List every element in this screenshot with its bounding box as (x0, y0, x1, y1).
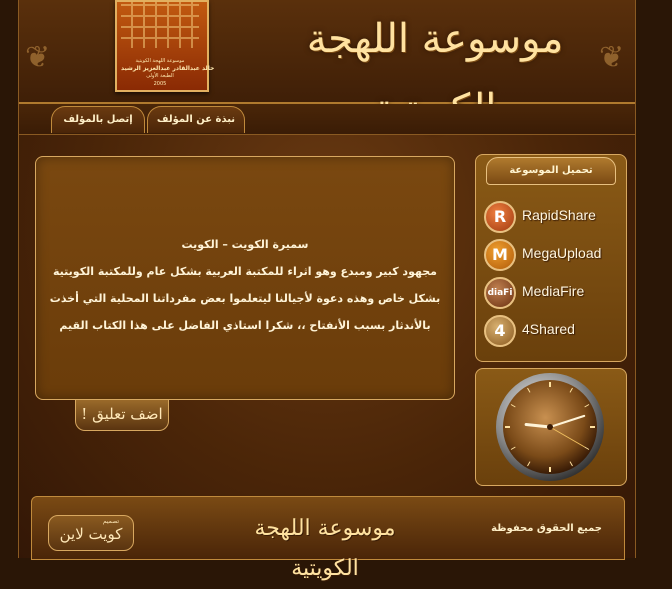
comment-line-3: بالأندثار بسبب الأنفتاح ،، شكرا استاذي الفاضل على هذا الكتاب القيم (59, 319, 431, 332)
designer-badge[interactable] (48, 515, 134, 551)
designer-name: كويت لاين (59, 525, 123, 543)
page-container (18, 0, 636, 581)
comment-line-1: مجهود كبير ومبدع وهو اثراء للمكتبة العربية بشكل عام وللمكتبة الكويتية (53, 265, 437, 278)
megaupload-icon: M (484, 239, 516, 271)
rapidshare-icon: R (484, 201, 516, 233)
clock-panel (475, 368, 627, 486)
copyright-text: جميع الحقوق محفوظة (491, 523, 602, 534)
analog-clock (476, 369, 626, 485)
download-panel-title: تحميل الموسوعة (486, 157, 616, 185)
download-rapidshare-link[interactable] (484, 201, 622, 233)
book-cover-year: 2005 (153, 81, 167, 87)
header (19, 0, 635, 104)
comment-author: سميرة الكويت – الكويت (181, 238, 309, 251)
ornament-right-icon: ❦ (599, 40, 625, 75)
footer-logo: موسوعة اللهجة الكويتية (254, 516, 396, 581)
site-title: موسوعة اللهجة (306, 16, 564, 62)
book-cover-art (121, 2, 199, 48)
comment-text (46, 231, 444, 339)
comment-line-2: بشكل خاص وهذه دعوة لأجيالنا ليتعلموا بعض مفرداتنا المحلية التي أخذت (49, 292, 441, 305)
mediafire-icon: diaFi (484, 277, 516, 309)
4shared-icon: 4 (484, 315, 516, 347)
ornament-left-icon: ❦ (25, 40, 51, 75)
clock-center (547, 424, 553, 430)
add-comment-button[interactable]: اضف تعليق ! (75, 400, 169, 431)
download-4shared-link[interactable] (484, 315, 622, 347)
comment-box (35, 156, 455, 400)
download-megaupload-label: MegaUpload (522, 245, 602, 261)
book-cover (115, 0, 215, 92)
designer-label: تصميم (102, 518, 119, 525)
book-cover-edition: الطبعة الأولى (146, 73, 174, 79)
nav-tab-contact-author[interactable]: إتصل بالمؤلف (51, 106, 145, 133)
download-megaupload-link[interactable] (484, 239, 622, 271)
main-nav (19, 104, 635, 135)
download-4shared-label: 4Shared (522, 321, 575, 337)
download-mediafire-link[interactable] (484, 277, 622, 309)
book-cover-author: خالد عبدالقادر عبدالعزيز الرشيد (121, 65, 215, 72)
footer (31, 496, 625, 581)
download-panel (475, 154, 627, 362)
nav-tab-about-author[interactable]: نبذة عن المؤلف (147, 106, 245, 133)
download-rapidshare-label: RapidShare (522, 207, 596, 223)
download-mediafire-label: MediaFire (522, 283, 585, 299)
book-cover-title: موسوعة اللهجة الكويتية (135, 58, 185, 64)
